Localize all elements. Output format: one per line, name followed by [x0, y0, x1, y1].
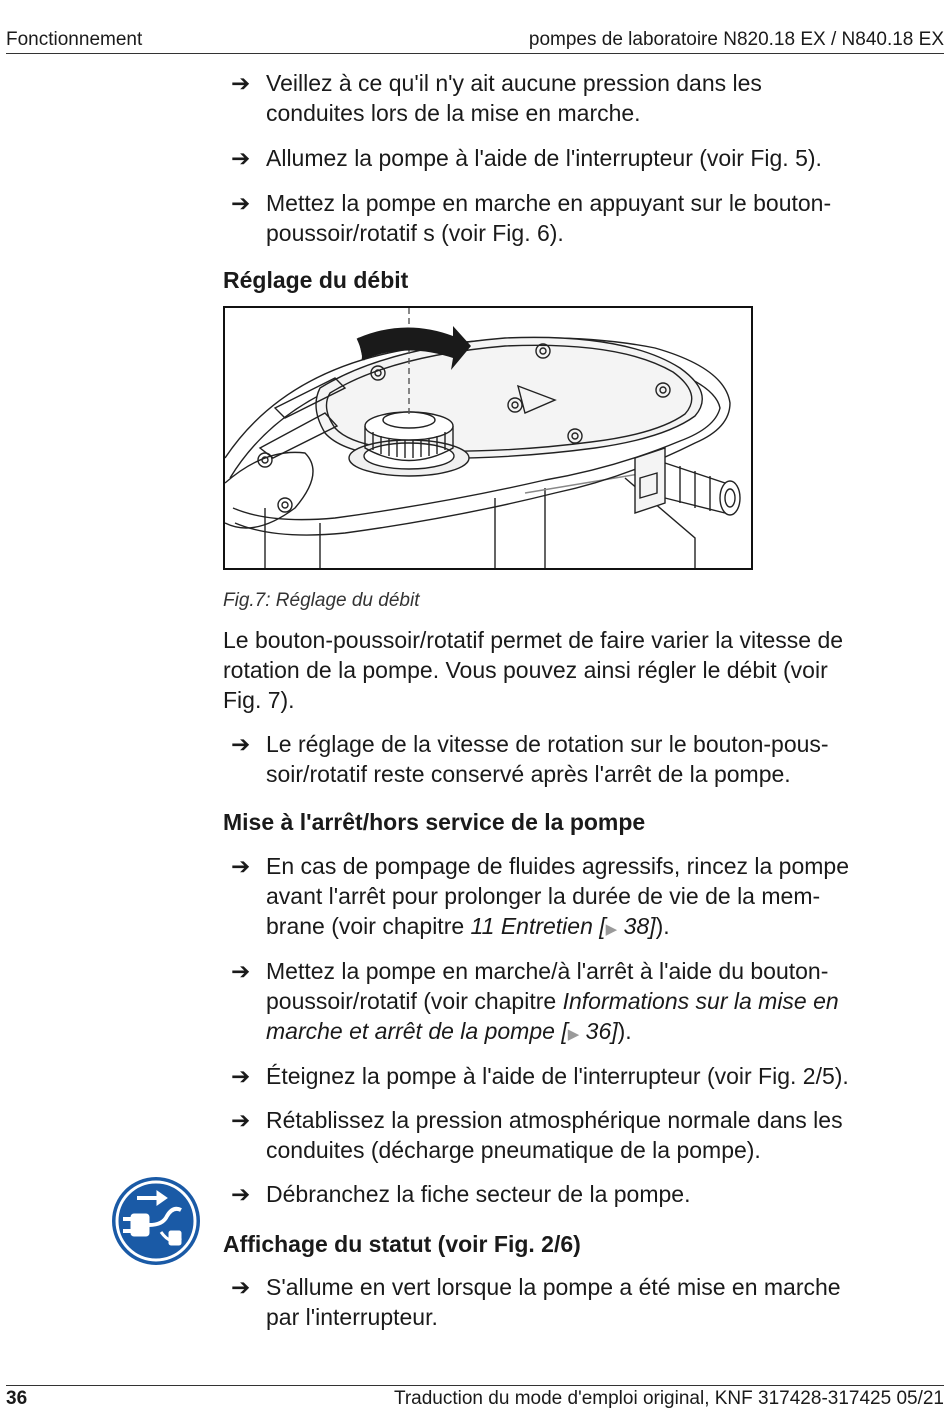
step-line: poussoir/rotatif (voir chapitre — [266, 988, 563, 1014]
header-product: pompes de laboratoire N820.18 EX / N840.18 EX — [528, 29, 944, 50]
step-restore-pressure — [231, 1105, 931, 1165]
page-ref-triangle-icon: ▶ — [605, 921, 618, 938]
step-line: par l'interrupteur. — [266, 1304, 438, 1330]
step-line: Débranchez la fiche secteur de la pompe. — [266, 1181, 691, 1207]
step-unplug — [231, 1179, 931, 1209]
paragraph-flow — [223, 625, 928, 715]
arrow-icon: ➔ — [231, 731, 251, 757]
step-start-pump — [231, 188, 931, 248]
arrow-icon: ➔ — [231, 70, 251, 96]
figure-caption: Fig.7: Réglage du débit — [223, 590, 420, 611]
step-line: S'allume en vert lorsque la pompe a été mise en marche — [266, 1274, 841, 1300]
arrow-icon: ➔ — [231, 190, 251, 216]
step-line: Le réglage de la vitesse de rotation sur le bouton-pous- — [266, 731, 829, 757]
page-footer — [6, 1385, 944, 1412]
heading-flow-adjustment: Réglage du débit — [223, 267, 409, 293]
para-line: rotation de la pompe. Vous pouvez ainsi régler le débit (voir — [223, 657, 828, 683]
step-speed-retained — [231, 729, 931, 789]
ref-page: 36] — [579, 1018, 618, 1044]
ref-page: 38] — [617, 913, 656, 939]
ref-title: marche et arrêt de la pompe [ — [266, 1018, 568, 1044]
step-line: avant l'arrêt pour prolonger la durée de vie de la mem- — [266, 883, 821, 909]
step-line: Mettez la pompe en marche/à l'arrêt à l'aide du bouton- — [266, 958, 829, 984]
step-switch-on — [231, 143, 931, 173]
step-line: Rétablissez la pression atmosphérique normale dans les — [266, 1107, 843, 1133]
chapter-link-maintenance[interactable] — [471, 913, 656, 939]
step-line: poussoir/rotatif s (voir Fig. 6). — [266, 220, 564, 246]
step-switch-off — [231, 1061, 931, 1091]
arrow-icon: ➔ — [231, 853, 251, 879]
step-on-off-button — [231, 956, 931, 1050]
header-section: Fonctionnement — [6, 29, 143, 50]
page-header — [6, 27, 944, 54]
step-no-pressure — [231, 68, 931, 128]
step-line: soir/rotatif reste conservé après l'arrêt de la pompe. — [266, 761, 791, 787]
step-line: En cas de pompage de fluides agressifs, rincez la pompe — [266, 853, 849, 879]
chapter-link-start-stop[interactable]: Informations sur la mise en — [562, 988, 839, 1014]
step-line: brane (voir chapitre — [266, 913, 471, 939]
step-line: Allumez la pompe à l'aide de l'interrupteur (voir Fig. 5). — [266, 145, 822, 171]
chapter-link-start-stop-cont[interactable] — [266, 1018, 618, 1044]
step-line: conduites lors de la mise en marche. — [266, 100, 641, 126]
heading-shutdown: Mise à l'arrêt/hors service de la pompe — [223, 809, 646, 835]
ref-title: 11 Entretien [ — [470, 913, 606, 939]
figure-flow-adjustment — [223, 306, 753, 570]
arrow-icon: ➔ — [231, 958, 251, 984]
step-line: Éteignez la pompe à l'aide de l'interrupteur (voir Fig. 2/5). — [266, 1063, 849, 1089]
page-ref-triangle-icon: ▶ — [567, 1026, 580, 1043]
page-number: 36 — [6, 1388, 28, 1409]
unplug-mains-icon — [111, 1176, 201, 1266]
footer-doc-info: Traduction du mode d'emploi original, KNF 317428-317425 05/21 — [393, 1388, 944, 1409]
arrow-icon: ➔ — [231, 1181, 251, 1207]
step-line: Veillez à ce qu'il n'y ait aucune pression dans les — [266, 70, 762, 96]
arrow-icon: ➔ — [231, 145, 251, 171]
para-line: Le bouton-poussoir/rotatif permet de faire varier la vitesse de — [223, 627, 844, 653]
ref-close: ). — [617, 1018, 632, 1044]
step-status-green — [231, 1272, 931, 1332]
arrow-icon: ➔ — [231, 1107, 251, 1133]
heading-status-display: Affichage du statut (voir Fig. 2/6) — [223, 1231, 581, 1257]
arrow-icon: ➔ — [231, 1274, 251, 1300]
step-line: Mettez la pompe en marche en appuyant sur le bouton- — [266, 190, 832, 216]
step-rinse — [231, 851, 931, 945]
para-line: Fig. 7). — [223, 687, 295, 713]
ref-close: ). — [655, 913, 670, 939]
step-line: conduites (décharge pneumatique de la pompe). — [266, 1137, 761, 1163]
arrow-icon: ➔ — [231, 1063, 251, 1089]
pump-head-illustration — [225, 308, 751, 568]
